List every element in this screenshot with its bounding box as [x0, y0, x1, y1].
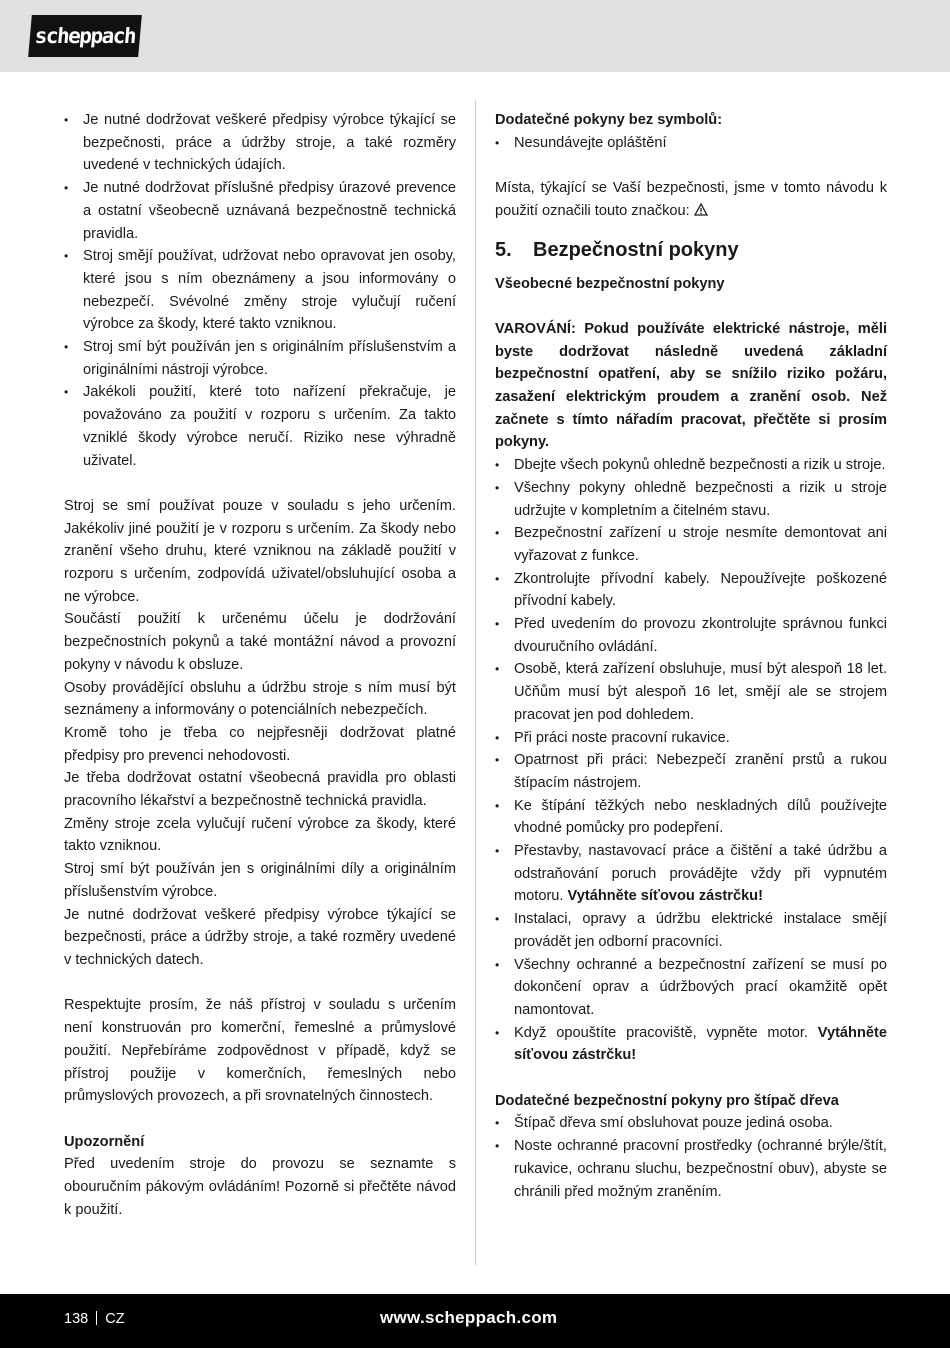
- left-column: [64, 109, 456, 1221]
- section-heading: [495, 237, 887, 263]
- list-item: • Osobě, která zařízení obsluhuje, musí být alespoň 18 let. Učňům musí být alespoň 16 let, smějí ale se strojem pracovat jen pod dohledem.: [495, 658, 887, 726]
- page-number: [64, 1311, 125, 1327]
- list-item: • Před uvedením do provozu zkontrolujte správnou funkci dvouručního ovládání.: [495, 613, 887, 658]
- leave-text: Když opouštíte pracoviště, vypněte motor.: [514, 1024, 808, 1041]
- splitter-safety-title: Dodatečné bezpečnostní pokyny pro štípač dřeva: [495, 1092, 839, 1109]
- list-item: • Nesundávejte opláštění: [495, 132, 887, 155]
- list-item: • Při práci noste pracovní rukavice.: [495, 727, 887, 750]
- paragraph: Změny stroje zcela vylučují ručení výrobce za škody, které takto vzniknou.: [64, 815, 456, 855]
- extra-instructions-title: Dodatečné pokyny bez symbolů:: [495, 112, 723, 128]
- list-item: • Zkontrolujte přívodní kabely. Nepoužívejte poškozené přívodní kabely.: [495, 568, 887, 613]
- list-item: • Instalaci, opravy a údržbu elektrické instalace smějí provádět jen odborní pracovníci.: [495, 908, 887, 953]
- symbol-note-text: Místa, týkající se Vaší bezpečnosti, jsme v tomto návodu k použití označili touto značkou:: [495, 180, 887, 219]
- list-item: [495, 840, 887, 908]
- paragraph: Součástí použití k určenému účelu je dodržování bezpečnostních pokynů a také montážní návod a provozní pokyny v návodu k obsluze.: [64, 611, 456, 673]
- commercial-use-note: Respektujte prosím, že náš přístroj v souladu s určením není konstruován pro komerční, řemeslné a průmyslové použití. Nepřebíráme zodpovědnost v případě, když se přístroj použije v komerčních, řemeslných nebo průmyslových provozech, a při srovnatelných činnostech.: [64, 997, 456, 1105]
- rebuild-text: Přestavby, nastavovací práce a čištění a také údržbu a odstraňování poruch provádějte vždy při vypnutém motoru.: [514, 843, 887, 905]
- list-item: • Opatrnost při práci: Nebezpečí zranění prstů a rukou štípacím nástrojem.: [495, 749, 887, 794]
- symbol-note: [495, 177, 887, 222]
- list-item: • Stroj smějí používat, udržovat nebo opravovat jen osoby, které jsou s ním obeznámeny a jsou informovány o nebezpečí. Svévolné změny stroje vylučují ručení výrobce za škody, které takto vzniknou.: [64, 245, 456, 336]
- list-item: • Bezpečnostní zařízení u stroje nesmíte demontovat ani vyřazovat z funkce.: [495, 522, 887, 567]
- right-column: [495, 109, 887, 1203]
- list-item: • Noste ochranné pracovní prostředky (ochranné brýle/štít, rukavice, ochranu sluchu, bezpečnostní obuv), abyste se chránili před možným zraněním.: [495, 1135, 887, 1203]
- column-divider: [475, 100, 476, 1265]
- safety-list: [495, 454, 887, 1067]
- extra-instructions-list: [495, 132, 887, 155]
- scheppach-logo: scheppach: [28, 15, 142, 57]
- unplug-warning: Vytáhněte síťovou zástrčku!: [514, 1024, 887, 1064]
- paragraph: Stroj se smí používat pouze v souladu s jeho určením. Jakékoliv jiné použití je v rozporu s určením. Za škody nebo zranění všeho druhu, které vzniknou na základě použití v rozporu s určením, zodpovídá uživatel/obsluhující osoba a ne výrobce.: [64, 497, 456, 605]
- list-item: • Jakékoli použití, které toto nařízení překračuje, je považováno za použití v rozporu s určením. Za takto vzniklé škody výrobce neručí. Riziko nese výhradně uživatel.: [64, 381, 456, 472]
- paragraph: Je nutné dodržovat veškeré předpisy výrobce týkající se bezpečnosti, práce a údržby stroje, a také rozměry uvedené v technických datech.: [64, 906, 456, 968]
- page-number-value: 138: [64, 1311, 89, 1327]
- header-bar: [0, 0, 950, 72]
- usage-rules-list: [64, 109, 456, 472]
- section-number: 5.: [495, 238, 512, 261]
- list-item: [495, 1022, 887, 1067]
- notice-title: Upozornění: [64, 1133, 145, 1150]
- paragraph: Je třeba dodržovat ostatní všeobecná pravidla pro oblasti pracovního lékařství a bezpečnostně technická pravidla.: [64, 770, 456, 810]
- list-item: • Je nutné dodržovat veškeré předpisy výrobce týkající se bezpečnosti, práce a údržby stroje, a také rozměry uvedené v technických údajích.: [64, 109, 456, 177]
- notice-text: Před uvedením stroje do provozu se seznamte s obouručním pákovým ovládáním! Pozorně si přečtěte návod k použití.: [64, 1156, 456, 1218]
- paragraph: Kromě toho je třeba co nejpřesněji dodržovat platné předpisy pro prevenci nehodovosti.: [64, 724, 456, 764]
- footer-bar: [0, 1294, 950, 1348]
- unplug-warning: Vytáhněte síťovou zástrčku!: [567, 888, 763, 905]
- list-item: • Stroj smí být používán jen s originálním příslušenstvím a originálními nástroji výrobce.: [64, 336, 456, 381]
- paragraph: Stroj smí být používán jen s originálními díly a originálním příslušenstvím výrobce.: [64, 861, 456, 900]
- general-safety-title: Všeobecné bezpečnostní pokyny: [495, 275, 725, 292]
- splitter-safety-list: [495, 1112, 887, 1203]
- list-item: • Dbejte všech pokynů ohledně bezpečnosti a rizik u stroje.: [495, 454, 887, 477]
- list-item: • Štípač dřeva smí obsluhovat pouze jediná osoba.: [495, 1112, 887, 1135]
- paragraph: Osoby provádějící obsluhu a údržbu stroje s ním musí být seznámeny a informovány o potenciálních nebezpečích.: [64, 679, 456, 719]
- website-url: www.scheppach.com: [380, 1308, 558, 1327]
- warning-text: VAROVÁNÍ: Pokud používáte elektrické nástroje, měli byste dodržovat následně uvedená základní bezpečnostní opatření, aby se snížilo riziko požáru, zasažení elektrickým proudem a zranění osob. Než začnete s tímto nářadím pracovat, přečtěte si prosím pokyny.: [495, 320, 887, 451]
- list-item: • Je nutné dodržovat příslušné předpisy úrazové prevence a ostatní všeobecně uznávaná bezpečnostně technická pravidla.: [64, 177, 456, 245]
- list-item: • Všechny pokyny ohledně bezpečnosti a rizik u stroje udržujte v kompletním a čitelném stavu.: [495, 477, 887, 522]
- language-code: CZ: [105, 1311, 125, 1327]
- section-title: Bezpečnostní pokyny: [533, 238, 739, 261]
- list-item: • Všechny ochranné a bezpečnostní zařízení se musí po dokončení oprav a údržbových prací okamžitě opět namontovat.: [495, 954, 887, 1022]
- warning-triangle-icon: [694, 203, 708, 216]
- list-item: • Ke štípání těžkých nebo neskladných dílů používejte vhodné pomůcky pro podepření.: [495, 795, 887, 840]
